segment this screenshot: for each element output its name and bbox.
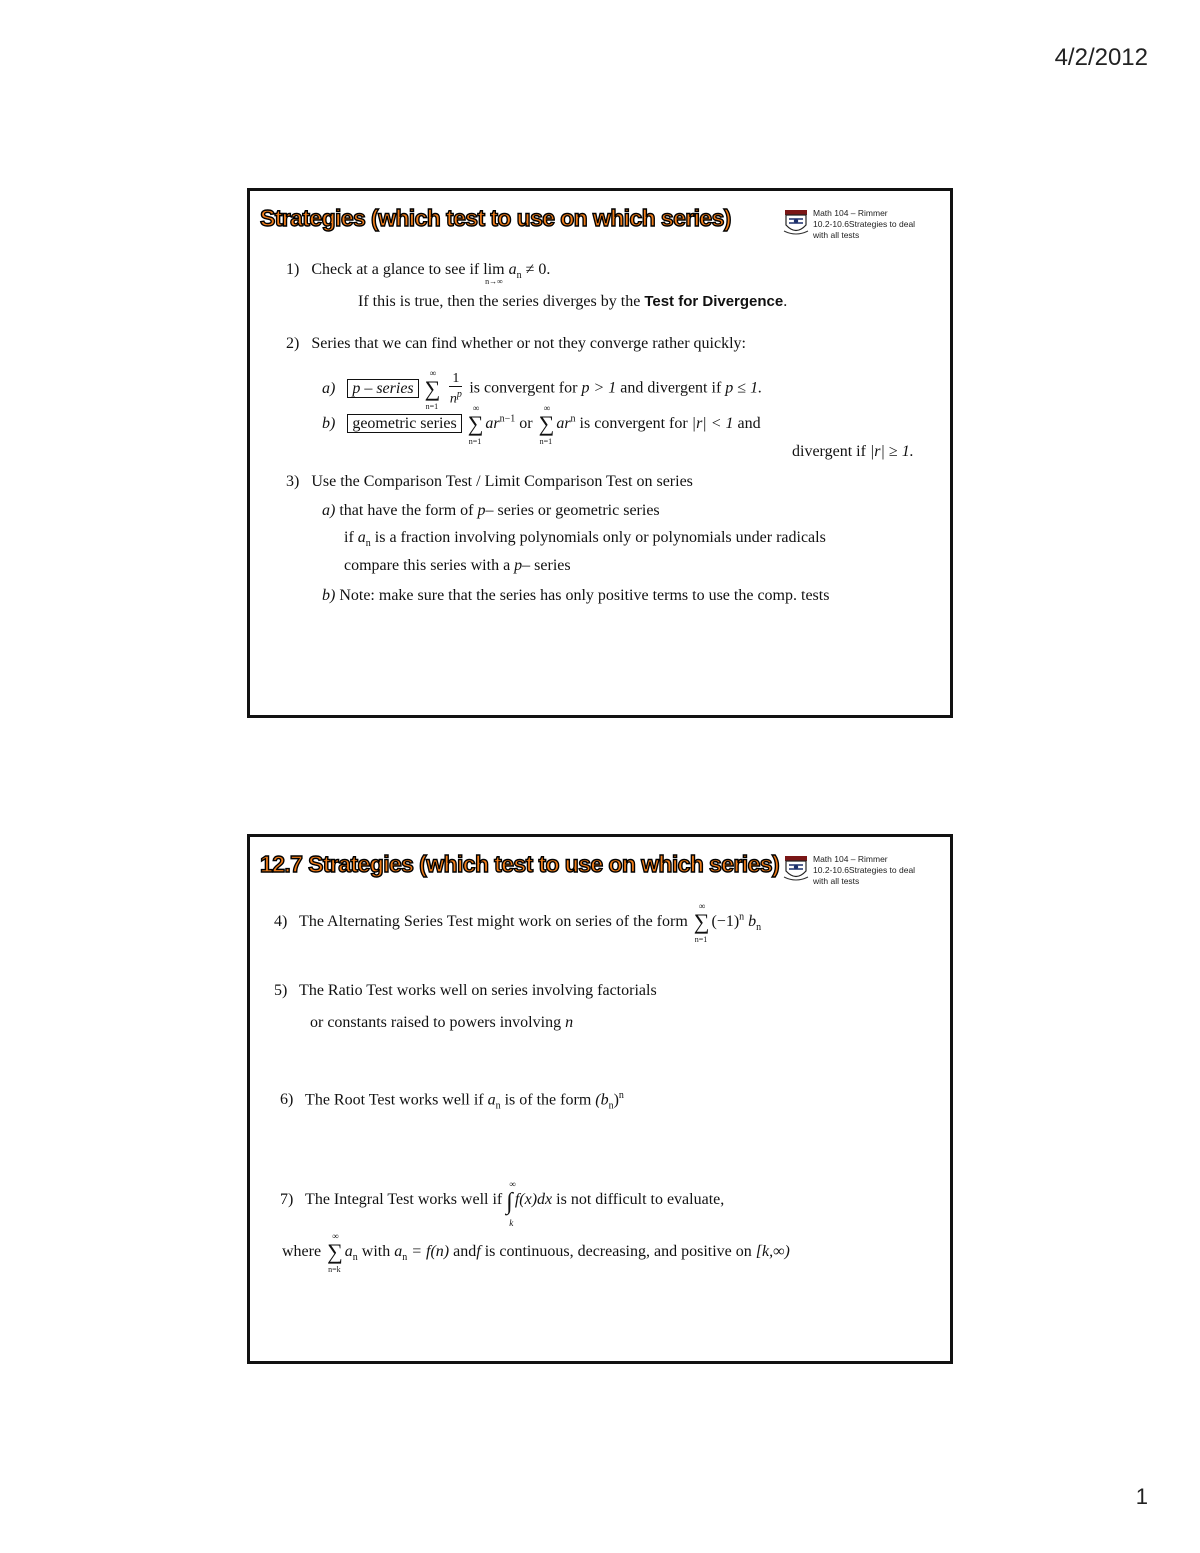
item-2b [322, 403, 761, 446]
subitem-text: that have the form of [339, 502, 474, 519]
subscript: n [516, 270, 522, 282]
integrand: f(x)dx [514, 1191, 553, 1208]
subitem-text: divergent if [792, 443, 866, 460]
item-number: 6) [280, 1091, 294, 1109]
condition: p ≤ 1. [725, 379, 763, 397]
detail-text: where [282, 1243, 322, 1260]
course-info-line: with all tests [813, 876, 860, 886]
detail-text: and [453, 1243, 477, 1260]
punct: . [783, 293, 788, 310]
interval: [k,∞) [755, 1243, 790, 1260]
item-text: Use the Comparison Test / Limit Comparison Test on series [311, 473, 693, 490]
exponent: n [618, 1090, 624, 1101]
subitem-text: – series [522, 557, 571, 574]
sigma-lower: n=1 [694, 935, 708, 944]
subitem-text: and [737, 415, 761, 432]
item-text: The Root Test works well if [305, 1091, 484, 1109]
subitem-text: is convergent for [469, 379, 578, 397]
subitem-text: is convergent for [579, 415, 688, 432]
math-term: (−1) [711, 913, 740, 930]
subitem-label: b) [322, 415, 336, 432]
subscript: n [365, 538, 371, 550]
integral-lower: k [509, 1218, 514, 1228]
subitem-label: a) [322, 502, 336, 519]
detail-text: with [361, 1243, 391, 1260]
item-text: The Integral Test works well if [305, 1191, 503, 1208]
slide-title: 12.7 Strategies (which test to use on which series) [260, 851, 780, 877]
item-5 [274, 982, 657, 1000]
subitem-text: Note: make sure that the series has only positive terms to use the comp. tests [339, 587, 830, 604]
sigma-upper: ∞ [543, 403, 551, 413]
condition: |r| < 1 [691, 415, 734, 432]
boxed-term: geometric series [352, 415, 457, 432]
exponent: n−1 [499, 413, 516, 425]
boxed-term: p – series [352, 379, 414, 397]
course-info [813, 208, 943, 241]
math-var: a [487, 1091, 496, 1109]
slide-strategies-1 [247, 188, 953, 718]
sigma-symbol: ∑ ∞ n=k [327, 1231, 343, 1274]
course-info-line: Math 104 – Rimmer [813, 854, 888, 864]
denominator: n [449, 391, 457, 407]
page-number: 1 [1135, 1484, 1148, 1509]
sigma-upper: ∞ [332, 1231, 339, 1241]
math-term: ar [556, 415, 571, 432]
sigma-lower: n=k [328, 1265, 341, 1274]
sigma-symbol: ∑ ∞ n=1 [467, 403, 484, 446]
detail-text: or constants raised to powers involving [310, 1014, 562, 1031]
item-number: 7) [280, 1191, 294, 1208]
subscript: n [495, 1100, 501, 1112]
sigma-upper: ∞ [429, 367, 437, 378]
item-7 [280, 1179, 725, 1228]
sigma-upper: ∞ [472, 403, 480, 413]
item-text: The Ratio Test works well on series involving factorials [299, 982, 657, 999]
sigma-lower: n=1 [468, 437, 482, 446]
item-2b-detail [792, 443, 914, 461]
item-7-detail [282, 1231, 790, 1274]
condition: |r| ≥ 1. [869, 443, 914, 460]
sigma-lower: n=1 [425, 401, 439, 411]
math-var: a [394, 1243, 403, 1260]
math-var: a [508, 261, 517, 278]
item-3b [322, 587, 829, 605]
math-term: = f(n) [411, 1243, 450, 1260]
fraction [449, 371, 462, 407]
math-tail: ≠ 0. [525, 261, 551, 278]
integral-symbol: ∫ ∞ k [506, 1179, 516, 1228]
integral-upper: ∞ [509, 1179, 516, 1189]
university-crest-icon [783, 209, 809, 237]
item-4 [274, 901, 762, 944]
subscript: n [756, 922, 762, 934]
item-3a [322, 502, 660, 520]
limit-expression [483, 261, 504, 286]
math-term: ar [485, 415, 500, 432]
math-term: ) [613, 1091, 619, 1109]
item-text: Check at a glance to see if [311, 261, 480, 278]
university-crest-icon [783, 855, 809, 883]
condition: p > 1 [581, 379, 617, 397]
course-info [813, 854, 943, 887]
item-number: 2) [286, 335, 300, 352]
item-3 [286, 473, 693, 491]
detail-text: is continuous, decreasing, and positive on [484, 1243, 752, 1260]
sigma-upper: ∞ [698, 901, 706, 911]
item-3a-compare [344, 557, 571, 575]
item-number: 1) [286, 261, 300, 278]
item-text: Series that we can find whether or not they converge rather quickly: [311, 335, 746, 352]
sigma-symbol: ∑ ∞ n=1 [424, 367, 441, 411]
subitem-label: a) [322, 379, 336, 397]
item-text: The Alternating Series Test might work on series of the form [299, 913, 688, 930]
subitem-text: is a fraction involving polynomials only or polynomials under radicals [374, 529, 826, 546]
item-1-detail [358, 293, 787, 311]
geometric-series-box [347, 414, 461, 433]
math-var: a [344, 1243, 353, 1260]
item-5-detail [310, 1014, 573, 1032]
subscript: n [608, 1100, 614, 1112]
page-date: 4/2/2012 [1054, 44, 1148, 71]
lim-label: lim [483, 261, 505, 278]
slide-strategies-2 [247, 834, 953, 1364]
course-info-line: 10.2-10.6Strategies to deal [813, 865, 916, 875]
course-info-line: 10.2-10.6Strategies to deal [813, 219, 916, 229]
item-1 [286, 261, 550, 286]
exponent: p [456, 389, 462, 400]
test-name: Test for Divergence [644, 293, 784, 310]
subscript: n [352, 1252, 358, 1264]
detail-text: If this is true, then the series diverges by the [358, 293, 641, 310]
lim-subscript: n→∞ [485, 277, 503, 286]
math-var: f [476, 1243, 481, 1260]
subitem-text: compare this series with a [344, 557, 511, 574]
subscript: n [402, 1252, 408, 1264]
subitem-label: b) [322, 587, 336, 604]
subitem-text: – series or geometric series [485, 502, 660, 519]
math-term: (b [595, 1091, 609, 1109]
sigma-symbol: ∑ ∞ n=1 [693, 901, 710, 944]
subitem-text: and divergent if [620, 379, 722, 397]
item-text: is not difficult to evaluate, [556, 1191, 725, 1208]
course-info-line: Math 104 – Rimmer [813, 208, 888, 218]
item-number: 5) [274, 982, 288, 999]
item-2 [286, 335, 746, 353]
item-number: 4) [274, 913, 288, 930]
item-3a-if [344, 529, 826, 549]
math-var: a [357, 529, 366, 546]
math-var: p [514, 557, 523, 574]
math-var: b [748, 913, 757, 930]
slide-title: Strategies (which test to use on which series) [260, 205, 731, 231]
numerator: 1 [449, 371, 462, 387]
subitem-text: or [519, 415, 533, 432]
course-info-line: with all tests [813, 230, 860, 240]
item-6 [280, 1090, 624, 1112]
math-var: n [565, 1014, 574, 1031]
p-series-box [347, 379, 418, 398]
item-text: is of the form [504, 1091, 592, 1109]
subitem-text: if [344, 529, 354, 546]
sigma-symbol: ∑ ∞ n=1 [538, 403, 555, 446]
item-2a [322, 367, 763, 411]
exponent: n [739, 911, 745, 923]
item-number: 3) [286, 473, 300, 490]
sigma-lower: n=1 [539, 437, 553, 446]
math-var: p [477, 502, 486, 519]
exponent: n [570, 413, 576, 425]
